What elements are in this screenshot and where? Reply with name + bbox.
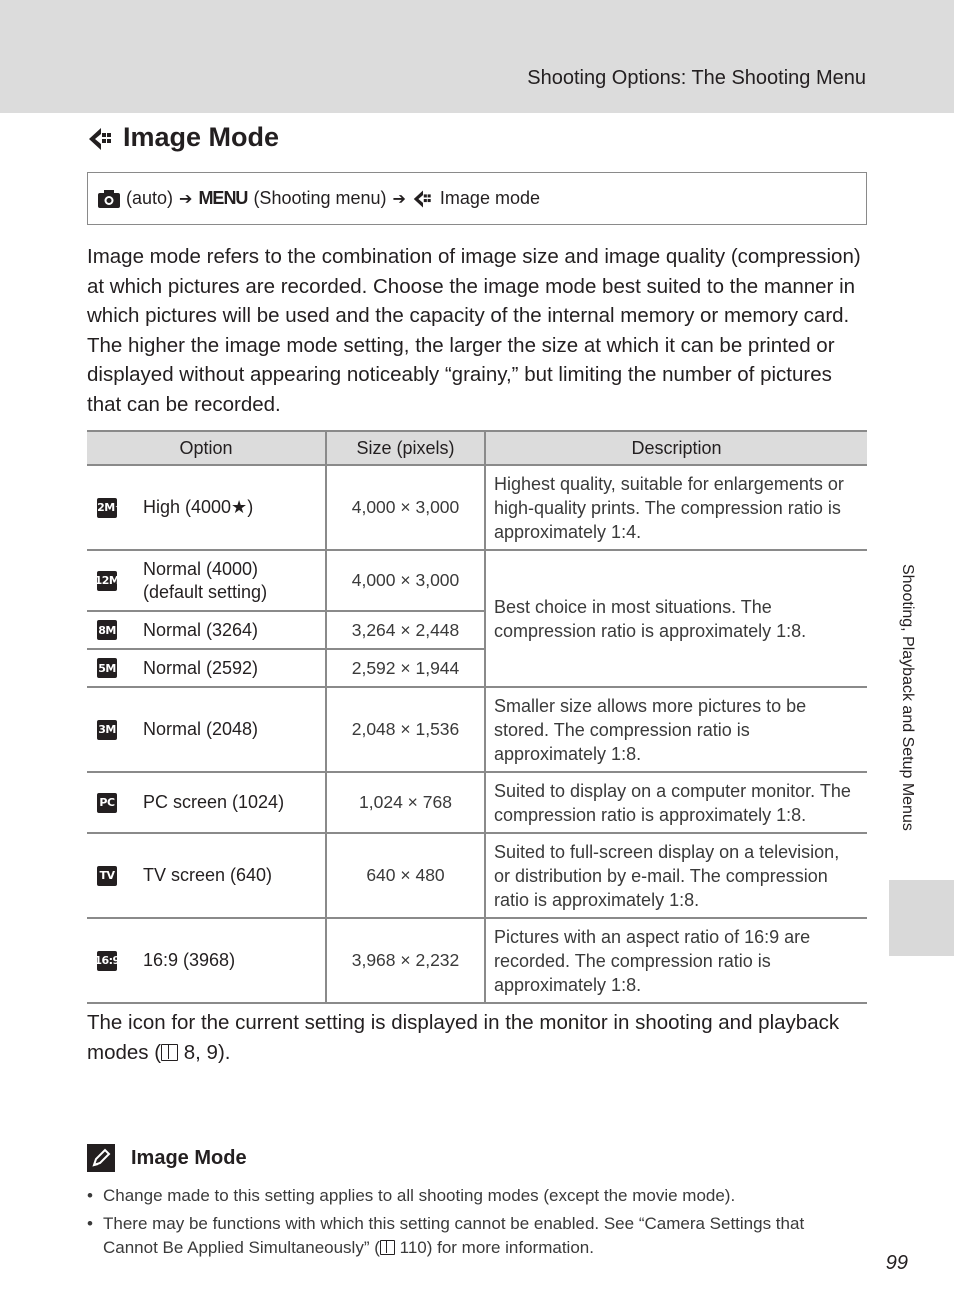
size-cell: 2,048 × 1,536 [326,687,485,772]
menu-button-glyph: MENU [198,188,248,208]
page-title: Image Mode [123,122,280,152]
option-label: Normal (2048) [143,719,259,739]
option-label: Normal (3264) [143,619,259,640]
menu-item-label: Image mode [439,188,540,208]
image-mode-3m-icon: 3M [97,720,117,740]
running-title: Shooting Options: The Shooting Menu [527,67,866,89]
option-label-note: (default setting) [143,581,268,602]
image-mode-high-icon: 12M★ [97,498,117,518]
description-cell: Highest quality, suitable for enlargements or high-quality prints. The compression ratio is approximately 1:4. [485,465,867,550]
page-reference-icon [161,1044,178,1061]
chapter-side-label: Shooting, Playback and Setup Menus [899,564,916,831]
header-band [0,0,954,113]
option-cell [87,918,326,1003]
option-cell [87,649,326,687]
size-cell: 2,592 × 1,944 [326,649,485,687]
note-text: There may be functions with which this setting cannot be enabled. See “Camera Settings that Cannot Be Applied Simultaneously” ( [103,1214,805,1257]
note-text: Change made to this setting applies to all shooting modes (except the movie mode). [103,1186,736,1205]
note-text-end: ) for more information. [426,1238,594,1257]
option-cell [87,772,326,833]
footnote-paragraph [87,1008,867,1067]
table-row [87,687,867,772]
option-cell [87,611,326,649]
option-cell [87,465,326,550]
image-mode-12m-icon: 12M [97,571,117,591]
arrow-icon: ➔ [392,190,406,208]
table-row [87,918,867,1003]
size-cell: 1,024 × 768 [326,772,485,833]
size-cell: 640 × 480 [326,833,485,918]
option-label: TV screen (640) [143,865,273,885]
size-cell: 3,968 × 2,232 [326,918,485,1003]
page-number: 99 [885,1252,908,1274]
description-cell: Suited to full-screen display on a television, or distribution by e-mail. The compression ratio is approximately 1:8. [485,833,867,918]
table-row [87,833,867,918]
description-cell: Suited to display on a computer monitor. The compression ratio is approximately 1:8. [485,772,867,833]
list-item [87,1212,847,1260]
image-mode-icon [412,188,434,209]
image-mode-icon [87,122,115,153]
table-row [87,772,867,833]
list-item [87,1184,847,1208]
description-cell: Smaller size allows more pictures to be stored. The compression ratio is approximately 1:8. [485,687,867,772]
mode-label: (auto) [126,188,174,208]
note-page-ref[interactable]: 110 [399,1238,427,1257]
note-title: Image Mode [131,1146,247,1169]
footnote-text-end: ). [217,1040,231,1064]
column-header: Description [485,431,867,465]
size-cell: 3,264 × 2,448 [326,611,485,649]
column-header: Option [87,431,326,465]
section-heading [87,122,279,153]
chapter-tab [889,880,954,956]
description-cell: Best choice in most situations. The compression ratio is approximately 1:8. [485,550,867,687]
arrow-icon: ➔ [179,190,193,208]
image-mode-pc-icon: PC [97,793,117,813]
intro-paragraph: Image mode refers to the combination of image size and image quality (compression) at which pictures are recorded. Choose the image mode best suited to the manner in which pictures will be used and the capacity of the internal memory or memory card. The higher the image mode setting, the larger the size at which it can be printed or displayed without appearing noticeably “grainy,” but limiting the number of pictures that can be recorded. [87,245,861,416]
image-mode-5m-icon: 5M [97,658,117,678]
option-label: Normal (4000) [143,558,259,579]
option-label: 16:9 (3968) [143,950,236,970]
image-mode-8m-icon: 8M [97,620,117,640]
description-cell: Pictures with an aspect ratio of 16:9 are recorded. The compression ratio is approximately 1:8. [485,918,867,1003]
footnote-page-ref[interactable]: 8, 9 [183,1040,218,1064]
option-cell [87,687,326,772]
option-cell [87,833,326,918]
page-reference-icon [380,1240,395,1255]
option-label: PC screen (1024) [143,792,285,812]
column-header: Size (pixels) [326,431,485,465]
image-mode-16-9-icon: 16:9 [97,951,117,971]
size-cell: 4,000 × 3,000 [326,465,485,550]
option-cell [87,550,326,611]
table-row [87,550,867,611]
note-list [87,1184,847,1264]
option-label: High (4000★) [143,497,254,517]
table-row [87,465,867,550]
footnote-text: The icon for the current setting is displayed in the monitor in shooting and playback modes ( [87,1011,840,1064]
image-mode-tv-icon: TV [97,866,117,886]
table-header-row [87,431,867,465]
image-mode-table [87,430,867,1004]
camera-icon [98,188,120,209]
note-heading [87,1144,247,1172]
menu-path-box [87,172,867,225]
menu-label: (Shooting menu) [253,188,387,208]
size-cell: 4,000 × 3,000 [326,550,485,611]
option-label: Normal (2592) [143,657,259,678]
pencil-icon [87,1144,115,1172]
